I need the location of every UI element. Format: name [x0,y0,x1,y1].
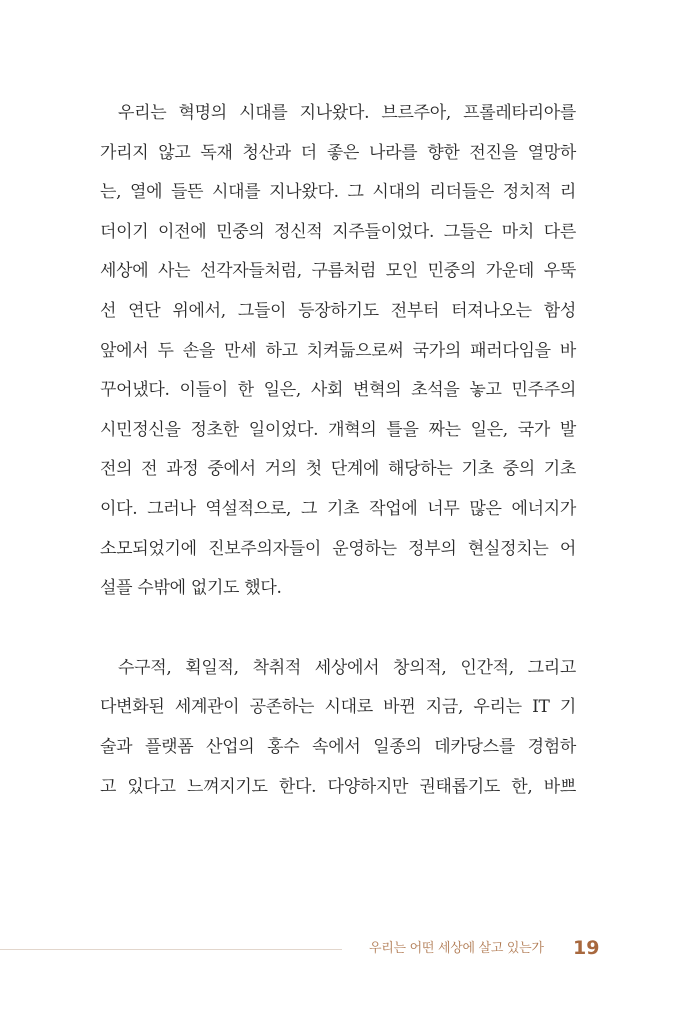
text-line: 꾸어냈다. 이들이 한 일은, 사회 변혁의 초석을 놓고 민주주의 [100,380,576,401]
text-line: 시민정신을 정초한 일이었다. 개혁의 틀을 짜는 일은, 국가 발 [100,419,576,440]
page-number: 19 [573,937,600,959]
text-line: 우리는 혁명의 시대를 지나왔다. 브르주아, 프롤레타리아를 [118,103,576,123]
text-line: 이다. 그러나 역설적으로, 그 기초 작업에 너무 많은 에너지가 [100,498,576,519]
text-line: 술과 플랫폼 산업의 홍수 속에서 일종의 데카당스를 경험하 [100,736,576,757]
text-line: 전의 전 과정 중에서 거의 첫 단계에 해당하는 기초 중의 기초 [100,459,576,480]
text-line: 선 연단 위에서, 그들이 등장하기도 전부터 터져나오는 함성 [100,300,576,321]
running-head: 우리는 어떤 세상에 살고 있는가 [369,941,544,956]
footer-rule [0,949,342,950]
text-line: 더이기 이전에 민중의 정신적 지주들이었다. 그들은 마치 다른 [100,221,576,242]
text-line: 가리지 않고 독재 청산과 더 좋은 나라를 향한 전진을 열망하 [100,142,576,163]
paragraph-1 [100,94,576,609]
paragraph-gap [100,609,576,649]
text-line: 설플 수밖에 없기도 했다. [100,578,282,599]
text-line: 앞에서 두 손을 만세 하고 치켜듦으로써 국가의 패러다임을 바 [100,340,576,361]
text-line: 는, 열에 들뜬 시대를 지나왔다. 그 시대의 리더들은 정치적 리 [100,182,576,203]
text-line: 고 있다고 느껴지기도 한다. 다양하지만 권태롭기도 한, 바쁘 [100,776,576,797]
text-line: 수구적, 획일적, 착취적 세상에서 창의적, 인간적, 그리고 [118,657,576,678]
page-body [100,94,576,807]
text-line: 세상에 사는 선각자들처럼, 구름처럼 모인 민중의 가운데 우뚝 [100,261,576,282]
paragraph-2 [100,649,576,807]
text-line: 다변화된 세계관이 공존하는 시대로 바뀐 지금, 우리는 IT 기 [100,697,576,718]
text-line: 소모되었기에 진보주의자들이 운영하는 정부의 현실정치는 어 [100,538,576,559]
